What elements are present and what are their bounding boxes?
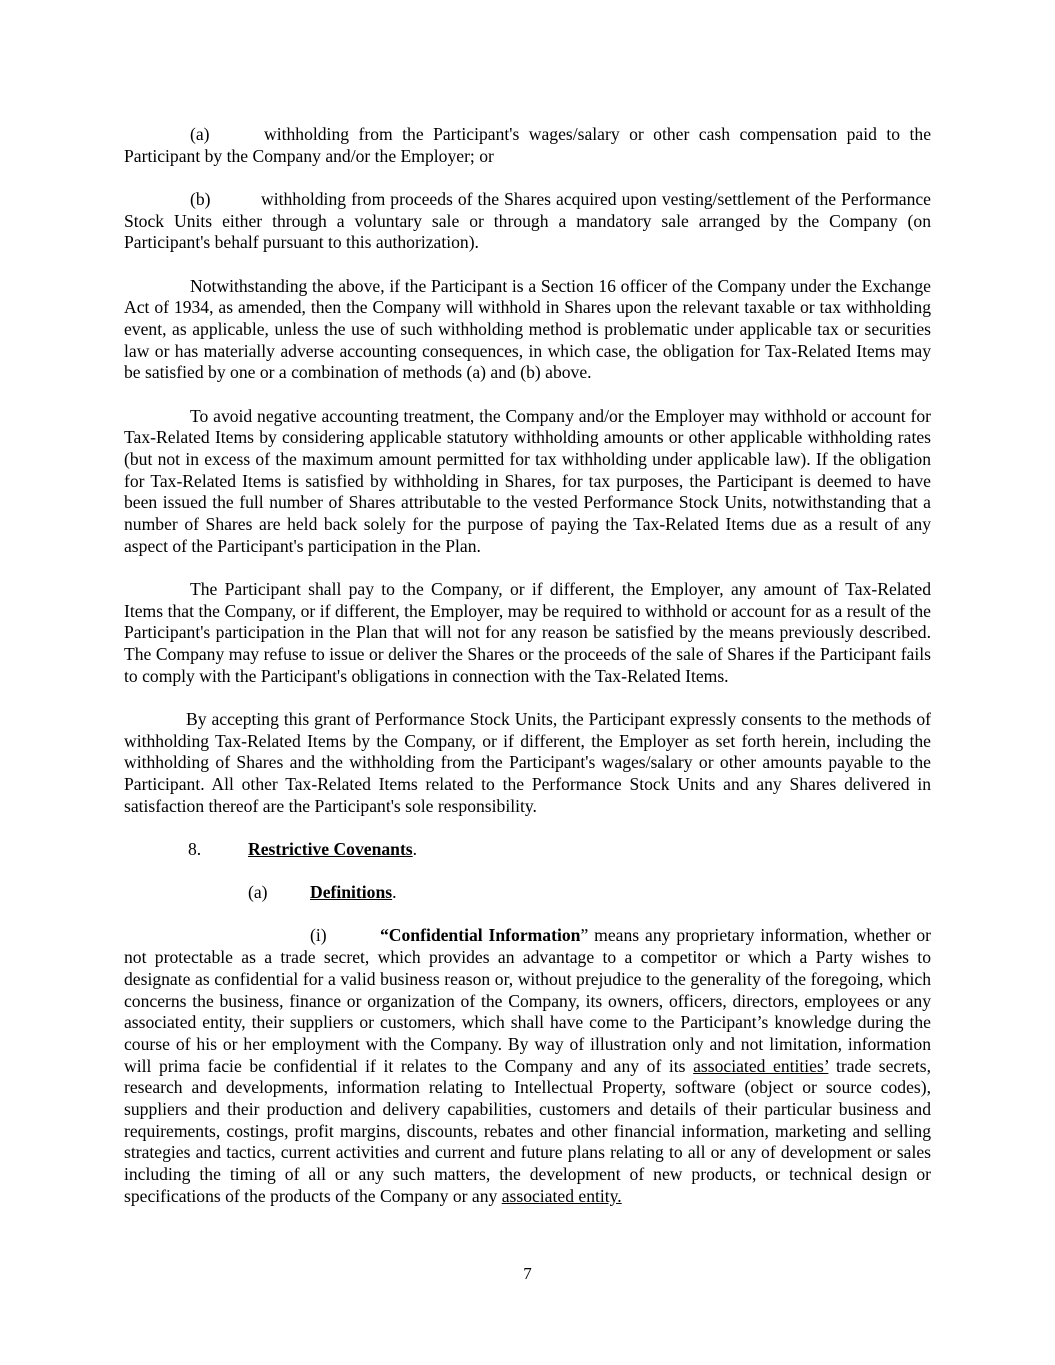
associated-entity-reference: associated entity. <box>501 1185 622 1206</box>
paragraph-b-withholding <box>124 189 931 254</box>
item-text: withholding from proceeds of the Shares acquired upon vesting/settlement of the Performance Stock Units either through a voluntary sale or through a mandatory sale arranged by the Company (on Participant's behalf pursuant to this authorization). <box>124 188 931 253</box>
paragraph-participant-shall-pay: The Participant shall pay to the Company, or if different, the Employer, any amount of Tax-Related Items that the Company, or if different, the Employer, may be required to withhold or account for as a result of the Participant's participation in the Plan that will not for any reason be satisfied by the means previously described. The Company may refuse to issue or deliver the Shares or the proceeds of the sale of Shares if the Participant fails to comply with the Participant's obligations in connection with the Tax-Related Items. <box>124 578 931 686</box>
paragraph-notwithstanding: Notwithstanding the above, if the Participant is a Section 16 officer of the Company under the Exchange Act of 1934, as amended, then the Company will withhold in Shares upon the relevant taxable or tax withholding event, as applicable, unless the use of such withholding method is problematic under applicable tax or securities law or has materially adverse accounting consequences, in which case, the obligation for Tax-Related Items may be satisfied by one or a combination of methods (a) and (b) above. <box>124 275 931 383</box>
definition-term: “Confidential Information <box>380 925 581 946</box>
item-text: withholding from the Participant's wages/salary or other cash compensation paid to the Participant by the Company and/or the Employer; or <box>124 124 931 166</box>
associated-entities-reference: associated entities’ <box>693 1055 829 1076</box>
definition-text: ” means any proprietary information, whether or not protectable as a trade secret, which provides an advantage to a competitor or which a Party wishes to designate as confidential for a valid business reason or, without prejudice to the generality of the foregoing, which concerns the business, finance or organization of the Company, its owners, officers, directors, employees or any associated entity, their suppliers or customers, which shall have come to the Participant’s knowledge during the course of his or her employment with the Company. By way of illustration only and not limitation, information will prima facie be confidential if it relates to the Company and any of its <box>124 925 931 1076</box>
page-number: 7 <box>523 1264 532 1283</box>
document-page <box>124 124 931 1229</box>
subsection-title: Definitions <box>310 882 393 903</box>
paragraph-avoid-negative-accounting: To avoid negative accounting treatment, the Company and/or the Employer may withhold or account for Tax-Related Items by considering applicable statutory withholding amounts or other applicable withholding rates (but not in excess of the maximum amount permitted for tax withholding under applicable law). If the obligation for Tax-Related Items is satisfied by withholding in Shares, for tax purposes, the Participant is deemed to have been issued the full number of Shares attributable to the vested Performance Stock Units, notwithstanding that a number of Shares are held back solely for the purpose of paying the Tax-Related Items due as a result of any aspect of the Participant's participation in the Plan. <box>124 405 931 556</box>
paragraph-by-accepting: By accepting this grant of Performance Stock Units, the Participant expressly consents to the methods of withholding Tax-Related Items by the Company, or if different, the Employer as set forth herein, including the withholding of Shares and the withholding from the Participant's wages/salary or other amounts payable to the Participant. All other Tax-Related Items related to the Performance Stock Units and any Shares delivered in satisfaction thereof are the Participant's sole responsibility. <box>124 708 931 816</box>
subsection-a-heading <box>124 882 931 904</box>
definition-text-continued: trade secrets, research and developments, information relating to Intellectual Property, software (object or source codes), suppliers and their production and delivery capabilities, customers and details of their particular business and requirements, costings, profit margins, discounts, rebates and other financial information, marketing and selling strategies and tactics, current activities and current and future plans relating to all or any of development or sales including the timing of all or any such matters, the development of new products, or technical design or specifications of the products of the Company or any <box>124 1055 931 1206</box>
paragraph-a-withholding <box>124 124 931 167</box>
item-label: (a) <box>190 124 210 144</box>
definition-confidential-information <box>124 925 931 1207</box>
section-8-heading <box>124 839 931 861</box>
definition-number: (i) <box>310 925 327 946</box>
item-label: (b) <box>190 188 211 209</box>
section-title-suffix: . <box>412 838 418 859</box>
subsection-number: (a) <box>248 882 268 903</box>
section-number: 8. <box>188 838 202 859</box>
subsection-title-suffix: . <box>392 882 397 903</box>
section-title: Restrictive Covenants <box>248 838 413 859</box>
